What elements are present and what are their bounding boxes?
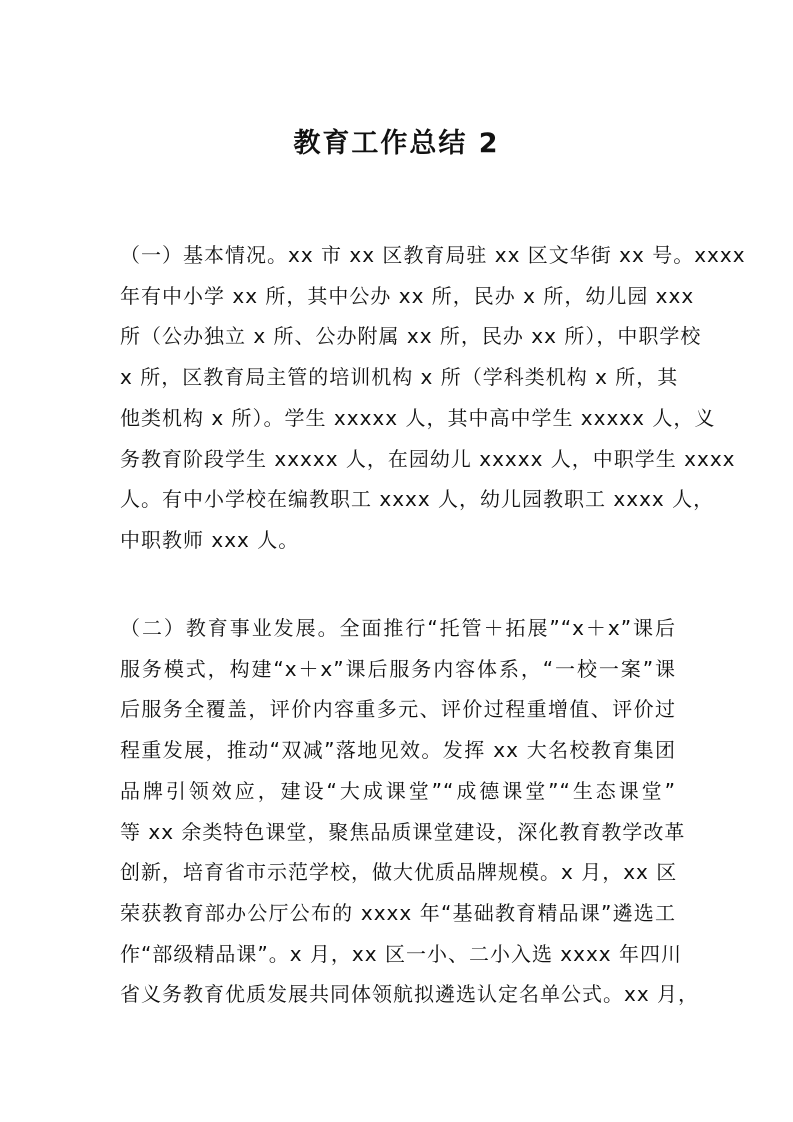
paragraph-line: x 所，区教育局主管的培训机构 x 所（学科类机构 x 所，其 (120, 365, 679, 390)
paragraph-education-development (120, 608, 700, 1015)
paragraph-line: 品牌引领效应，建设“大成课堂”“成德课堂”“生态课堂” (120, 778, 676, 803)
paragraph-line: 后服务全覆盖，评价内容重多元、评价过程重增值、评价过 (120, 697, 676, 722)
paragraph-line: 作“部级精品课”。x 月，xx 区一小、二小入选 xxxx 年四川 (120, 941, 683, 966)
paragraph-basic-situation (120, 235, 746, 561)
paragraph-line: 人。有中小学校在编教职工 xxxx 人，幼儿园教职工 xxxx 人， (120, 487, 715, 512)
paragraph-line: 年有中小学 xx 所，其中公办 xx 所，民办 x 所，幼儿园 xxx (120, 283, 695, 308)
paragraph-line: （二）教育事业发展。全面推行“托管＋拓展”“x＋x”课后 (120, 616, 676, 640)
paragraph-line: 等 xx 余类特色课堂，聚焦品质课堂建设，深化教育教学改革 (120, 819, 686, 844)
paragraph-line: 中职教师 xxx 人。 (120, 527, 300, 552)
paragraph-line: 他类机构 x 所）。学生 xxxxx 人，其中高中学生 xxxxx 人，义 (120, 405, 716, 430)
paragraph-line: 省义务教育优质发展共同体领航拟遴选认定名单公式。xx 月， (120, 982, 700, 1007)
paragraph-line: 所（公办独立 x 所、公办附属 xx 所，民办 xx 所），中职学校 (120, 324, 702, 349)
paragraph-line: 服务模式，构建“x＋x”课后服务内容体系，“一校一案”课 (120, 656, 676, 681)
paragraph-line: 程重发展，推动“双减”落地见效。发挥 xx 大名校教育集团 (120, 738, 676, 763)
document-title: 教育工作总结 2 (293, 128, 500, 159)
paragraph-line: （一）基本情况。xx 市 xx 区教育局驻 xx 区文华街 xx 号。xxxx (120, 243, 746, 267)
paragraph-line: 创新，培育省市示范学校，做大优质品牌规模。x 月，xx 区 (120, 860, 678, 885)
paragraph-line: 荣获教育部办公厅公布的 xxxx 年“基础教育精品课”遴选工 (120, 900, 676, 925)
paragraph-line: 务教育阶段学生 xxxxx 人，在园幼儿 xxxxx 人，中职学生 xxxx (120, 446, 736, 471)
